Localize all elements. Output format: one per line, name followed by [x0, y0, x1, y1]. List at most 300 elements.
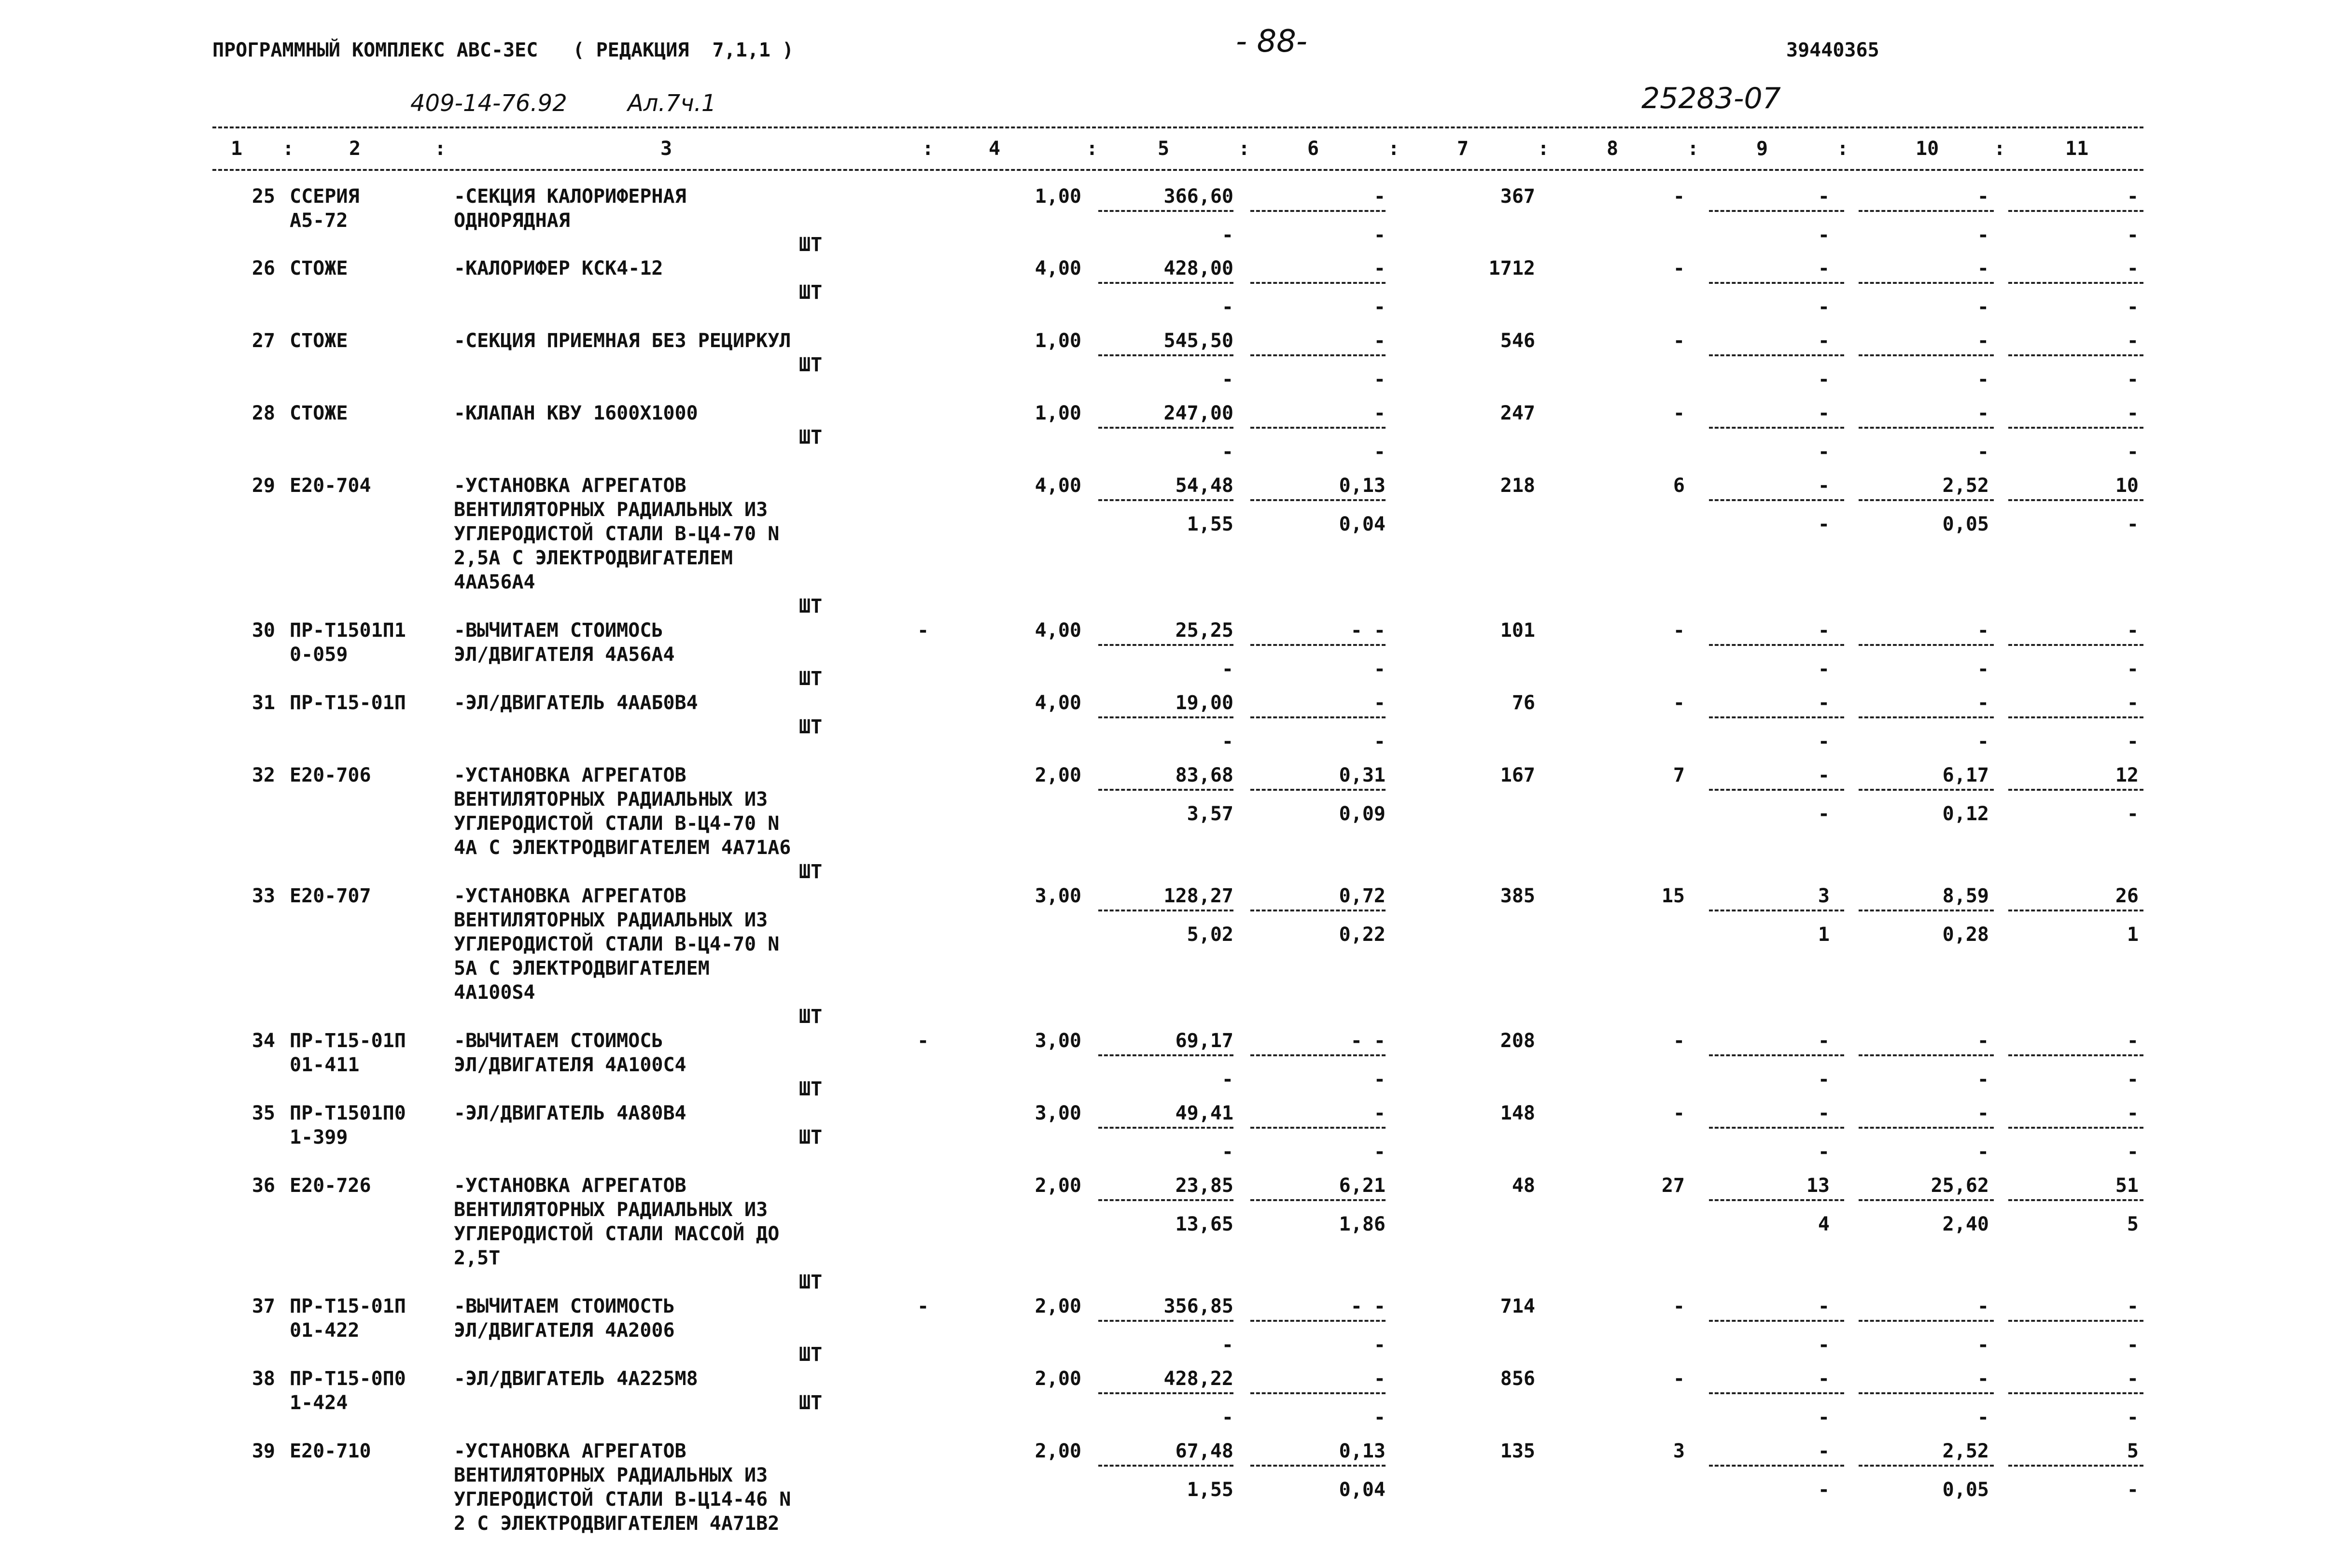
cell-underline [1709, 282, 1844, 284]
row-number: 29 [252, 475, 275, 497]
cell-col6: - [1373, 185, 1386, 208]
row-code: ПР-Т1501П0 [290, 1102, 406, 1124]
cell-col9: - [1818, 1295, 1830, 1317]
column-header-11: 11 [2065, 138, 2089, 160]
cell-col9-sub: - [1818, 1068, 1830, 1091]
cell-underline [1098, 910, 1233, 911]
row-unit: ШТ [799, 1006, 823, 1028]
cell-price-sub: 13,65 [1175, 1213, 1233, 1235]
cell-quantity: 4,00 [1035, 475, 1081, 497]
cell-underline [1250, 1465, 1386, 1467]
cell-col6-sub: 0,04 [1339, 1479, 1386, 1501]
cell-col10-sub: 0,12 [1942, 803, 1989, 825]
cell-col9: - [1818, 475, 1830, 497]
cell-price: 356,85 [1163, 1295, 1233, 1317]
cell-col8: - [1673, 330, 1685, 352]
cell-underline [1859, 1320, 1994, 1322]
row-unit: ШТ [799, 426, 823, 448]
cell-col10: 2,52 [1942, 1440, 1989, 1462]
row-name: ВЕНТИЛЯТОРНЫХ РАДИАЛЬНЫХ ИЗ [454, 1464, 768, 1486]
cell-col10-sub: - [1977, 224, 1989, 246]
row-unit: ШТ [799, 1344, 823, 1366]
cell-quantity: 3,00 [1035, 1030, 1081, 1052]
cell-col11-sub: - [2127, 730, 2139, 753]
cell-col10: - [1977, 402, 1989, 424]
column-separator: : [1086, 138, 1098, 160]
cell-col11-sub: - [2127, 296, 2139, 318]
cell-underline [1250, 716, 1386, 718]
cell-col9-sub: 4 [1818, 1213, 1830, 1235]
cell-price-sub: - [1221, 224, 1233, 246]
cell-underline [1098, 1465, 1233, 1467]
row-name: -УСТАНОВКА АГРЕГАТОВ [454, 885, 686, 907]
cell-col6-sub: - [1373, 1334, 1386, 1356]
row-name: ВЕНТИЛЯТОРНЫХ РАДИАЛЬНЫХ ИЗ [454, 909, 768, 931]
cell-col9-sub: - [1818, 730, 1830, 753]
row-number: 31 [252, 692, 275, 714]
row-name: -КАЛОРИФЕР КСК4-12 [454, 257, 663, 280]
cell-col9-sub: - [1818, 441, 1830, 463]
cell-underline [2008, 1392, 2143, 1394]
cell-col10-sub: - [1977, 1406, 1989, 1428]
cell-underline [2008, 1199, 2143, 1201]
cell-col6: 0,72 [1339, 885, 1386, 907]
row-number: 37 [252, 1295, 275, 1317]
cell-col6-sub: 0,04 [1339, 513, 1386, 535]
cell-underline [2008, 282, 2143, 284]
cell-price: 19,00 [1175, 692, 1233, 714]
cell-underline [1709, 789, 1844, 791]
cell-price-sub: - [1221, 1068, 1233, 1091]
row-minus: - [917, 619, 929, 642]
cell-underline [1709, 644, 1844, 646]
cell-underline [2008, 1320, 2143, 1322]
row-name: ЭЛ/ДВИГАТЕЛЯ 4А100С4 [454, 1054, 686, 1076]
cell-quantity: 2,00 [1035, 1440, 1081, 1462]
cell-col11-sub: - [2127, 803, 2139, 825]
cell-col10-sub: - [1977, 658, 1989, 680]
cell-col9: - [1818, 764, 1830, 786]
reference-left: 409-14-76.92 [410, 90, 567, 117]
header-rule-bottom [212, 169, 2143, 171]
cell-underline [2008, 210, 2143, 212]
cell-quantity: 2,00 [1035, 1175, 1081, 1197]
cell-underline [1709, 1320, 1844, 1322]
cell-underline [1250, 210, 1386, 212]
column-header-7: 7 [1457, 138, 1469, 160]
cell-col6-sub: - [1373, 1406, 1386, 1428]
cell-col10-sub: - [1977, 368, 1989, 391]
cell-col10: - [1977, 619, 1989, 642]
cell-col9: - [1818, 1030, 1830, 1052]
cell-col11-sub: - [2127, 441, 2139, 463]
cell-quantity: 4,00 [1035, 257, 1081, 280]
cell-col6: 0,31 [1339, 764, 1386, 786]
cell-col11: 51 [2115, 1175, 2139, 1197]
row-name: ВЕНТИЛЯТОРНЫХ РАДИАЛЬНЫХ ИЗ [454, 788, 768, 811]
row-name: -ВЫЧИТАЕМ СТОИМОСЬ [454, 619, 663, 642]
cell-col9-sub: - [1818, 803, 1830, 825]
cell-col10-sub: - [1977, 296, 1989, 318]
column-separator: : [1994, 138, 2006, 160]
cell-col9-sub: - [1818, 368, 1830, 391]
row-code: Е20-707 [290, 885, 371, 907]
cell-underline [1250, 789, 1386, 791]
cell-underline [1859, 910, 1994, 911]
row-number: 25 [252, 185, 275, 208]
row-number: 39 [252, 1440, 275, 1462]
cell-price-sub: - [1221, 1334, 1233, 1356]
cell-col10-sub: - [1977, 730, 1989, 753]
cell-total: 48 [1512, 1175, 1535, 1197]
cell-underline [2008, 716, 2143, 718]
row-name: -УСТАНОВКА АГРЕГАТОВ [454, 764, 686, 786]
cell-underline [1098, 1054, 1233, 1056]
row-code: 1-399 [290, 1126, 348, 1148]
row-name: ЭЛ/ДВИГАТЕЛЯ 4А2006 [454, 1319, 675, 1342]
cell-underline [1859, 1392, 1994, 1394]
row-number: 30 [252, 619, 275, 642]
cell-col11: - [2127, 330, 2139, 352]
cell-underline [1250, 644, 1386, 646]
cell-col9: - [1818, 402, 1830, 424]
cell-underline [1098, 210, 1233, 212]
cell-underline [1098, 644, 1233, 646]
cell-col11: - [2127, 257, 2139, 280]
cell-price: 366,60 [1163, 185, 1233, 208]
cell-total: 546 [1500, 330, 1535, 352]
row-name: -УСТАНОВКА АГРЕГАТОВ [454, 475, 686, 497]
cell-price: 128,27 [1163, 885, 1233, 907]
cell-underline [1250, 1392, 1386, 1394]
cell-col8: - [1673, 619, 1685, 642]
cell-quantity: 1,00 [1035, 185, 1081, 208]
cell-col8: - [1673, 1102, 1685, 1124]
cell-col10-sub: 2,40 [1942, 1213, 1989, 1235]
cell-underline [1709, 1465, 1844, 1467]
cell-col11-sub: - [2127, 1406, 2139, 1428]
cell-col9-sub: - [1818, 296, 1830, 318]
cell-col10-sub: - [1977, 1068, 1989, 1091]
cell-col9-sub: - [1818, 1334, 1830, 1356]
row-number: 26 [252, 257, 275, 280]
cell-quantity: 1,00 [1035, 330, 1081, 352]
cell-price-sub: - [1221, 441, 1233, 463]
row-name: УГЛЕРОДИСТОЙ СТАЛИ В-Ц4-70 N [454, 933, 780, 955]
cell-col6: - [1373, 692, 1386, 714]
cell-col9-sub: - [1818, 658, 1830, 680]
cell-col9: - [1818, 619, 1830, 642]
cell-price-sub: - [1221, 368, 1233, 391]
row-code: Е20-726 [290, 1175, 371, 1197]
cell-price-sub: 1,55 [1187, 1479, 1233, 1501]
cell-col10: - [1977, 692, 1989, 714]
cell-col8: 6 [1673, 475, 1685, 497]
cell-underline [1709, 1054, 1844, 1056]
row-name: -КЛАПАН КВУ 1600Х1000 [454, 402, 698, 424]
cell-col10-sub: - [1977, 1334, 1989, 1356]
cell-underline [1709, 1392, 1844, 1394]
row-unit: ШТ [799, 234, 823, 256]
cell-total: 167 [1500, 764, 1535, 786]
cell-col11-sub: 1 [2127, 924, 2139, 946]
cell-underline [1250, 910, 1386, 911]
cell-price: 83,68 [1175, 764, 1233, 786]
cell-col11: 12 [2115, 764, 2139, 786]
row-code: ПР-Т15-01П [290, 1030, 406, 1052]
cell-quantity: 2,00 [1035, 764, 1081, 786]
cell-price: 49,41 [1175, 1102, 1233, 1124]
row-name: ЭЛ/ДВИГАТЕЛЯ 4А56А4 [454, 644, 675, 666]
cell-quantity: 3,00 [1035, 1102, 1081, 1124]
row-name: ВЕНТИЛЯТОРНЫХ РАДИАЛЬНЫХ ИЗ [454, 499, 768, 521]
cell-underline [1709, 910, 1844, 911]
cell-col11-sub: - [2127, 368, 2139, 391]
row-number: 34 [252, 1030, 275, 1052]
cell-price: 54,48 [1175, 475, 1233, 497]
cell-col6-sub: - [1373, 730, 1386, 753]
cell-underline [1098, 1392, 1233, 1394]
cell-price-sub: 1,55 [1187, 513, 1233, 535]
cell-col11: - [2127, 402, 2139, 424]
row-code: ПР-Т15-01П [290, 692, 406, 714]
cell-col9-sub: - [1818, 513, 1830, 535]
cell-quantity: 4,00 [1035, 692, 1081, 714]
cell-col6-sub: 1,86 [1339, 1213, 1386, 1235]
cell-underline [1098, 354, 1233, 356]
cell-col8: - [1673, 1030, 1685, 1052]
row-name: УГЛЕРОДИСТОЙ СТАЛИ МАССОЙ ДО [454, 1223, 780, 1245]
row-unit: ШТ [799, 668, 823, 690]
cell-col11: - [2127, 1102, 2139, 1124]
cell-col8: 3 [1673, 1440, 1685, 1462]
cell-underline [1250, 499, 1386, 501]
cell-underline [1859, 1127, 1994, 1129]
cell-price: 247,00 [1163, 402, 1233, 424]
row-code: ССЕРИЯ [290, 185, 360, 208]
cell-col6: - - [1350, 1295, 1386, 1317]
cell-total: 148 [1500, 1102, 1535, 1124]
cell-underline [1859, 499, 1994, 501]
cell-total: 714 [1500, 1295, 1535, 1317]
cell-col9: - [1818, 692, 1830, 714]
cell-col6-sub: - [1373, 658, 1386, 680]
row-number: 33 [252, 885, 275, 907]
cell-total: 101 [1500, 619, 1535, 642]
cell-underline [2008, 427, 2143, 429]
cell-col6: - - [1350, 619, 1386, 642]
cell-col9: - [1818, 257, 1830, 280]
cell-price: 428,22 [1163, 1368, 1233, 1390]
cell-underline [1859, 644, 1994, 646]
column-separator: : [1538, 138, 1550, 160]
cell-total: 856 [1500, 1368, 1535, 1390]
row-name: 2,5Т [454, 1247, 501, 1269]
cell-col9: - [1818, 1102, 1830, 1124]
row-name: УГЛЕРОДИСТОЙ СТАЛИ В-Ц14-46 N [454, 1488, 791, 1511]
cell-col9: - [1818, 185, 1830, 208]
row-code: 0-059 [290, 644, 348, 666]
cell-col10: - [1977, 1295, 1989, 1317]
row-code: ПР-Т15-01П [290, 1295, 406, 1317]
row-name: УГЛЕРОДИСТОЙ СТАЛИ В-Ц4-70 N [454, 812, 780, 835]
cell-col11-sub: 5 [2127, 1213, 2139, 1235]
cell-col9-sub: - [1818, 1406, 1830, 1428]
cell-underline [1709, 1199, 1844, 1201]
column-separator: : [282, 138, 294, 160]
cell-underline [1709, 427, 1844, 429]
cell-underline [1098, 789, 1233, 791]
row-unit: ШТ [799, 716, 823, 738]
column-separator: : [1687, 138, 1699, 160]
cell-total: 76 [1512, 692, 1535, 714]
cell-price: 545,50 [1163, 330, 1233, 352]
cell-col8: 7 [1673, 764, 1685, 786]
cell-col9: 13 [1806, 1175, 1830, 1197]
row-unit: ШТ [799, 1271, 823, 1293]
row-name: 2,5А С ЭЛЕКТРОДВИГАТЕЛЕМ [454, 547, 733, 569]
cell-col11: - [2127, 1368, 2139, 1390]
row-unit: ШТ [799, 1078, 823, 1100]
cell-underline [1098, 499, 1233, 501]
cell-col8: - [1673, 185, 1685, 208]
cell-col9-sub: 1 [1818, 924, 1830, 946]
row-unit: ШТ [799, 1392, 823, 1414]
column-header-5: 5 [1158, 138, 1170, 160]
cell-col6-sub: - [1373, 1068, 1386, 1091]
row-name: 2 С ЭЛЕКТРОДВИГАТЕЛЕМ 4А71В2 [454, 1512, 780, 1535]
row-number: 28 [252, 402, 275, 424]
cell-col11-sub: - [2127, 1141, 2139, 1163]
cell-col11: - [2127, 1295, 2139, 1317]
cell-col6-sub: - [1373, 296, 1386, 318]
cell-underline [1098, 1199, 1233, 1201]
page-number: - 88- [1236, 24, 1307, 59]
column-header-1: 1 [231, 138, 243, 160]
row-name: 5А С ЭЛЕКТРОДВИГАТЕЛЕМ [454, 957, 710, 980]
row-name: ОДНОРЯДНАЯ [454, 210, 570, 232]
column-separator: : [1388, 138, 1400, 160]
cell-underline [1859, 210, 1994, 212]
cell-underline [1098, 1127, 1233, 1129]
cell-col11: - [2127, 185, 2139, 208]
cell-col9: - [1818, 1440, 1830, 1462]
cell-col8: - [1673, 402, 1685, 424]
row-number: 27 [252, 330, 275, 352]
cell-col11-sub: - [2127, 224, 2139, 246]
cell-col10-sub: - [1977, 441, 1989, 463]
cell-col11: - [2127, 692, 2139, 714]
cell-col8: - [1673, 1295, 1685, 1317]
cell-underline [2008, 354, 2143, 356]
row-code: ПР-Т15-0П0 [290, 1368, 406, 1390]
cell-total: 218 [1500, 475, 1535, 497]
cell-underline [1709, 210, 1844, 212]
cell-col9-sub: - [1818, 1479, 1830, 1501]
cell-underline [1859, 716, 1994, 718]
cell-underline [2008, 1054, 2143, 1056]
cell-underline [2008, 1465, 2143, 1467]
row-code: Е20-710 [290, 1440, 371, 1462]
cell-col10: 8,59 [1942, 885, 1989, 907]
row-name: -ЭЛ/ДВИГАТЕЛЬ 4А80В4 [454, 1102, 686, 1124]
column-separator: : [1837, 138, 1849, 160]
cell-col10: 2,52 [1942, 475, 1989, 497]
row-code: Е20-706 [290, 764, 371, 786]
row-unit: ШТ [799, 861, 823, 883]
cell-price-sub: - [1221, 658, 1233, 680]
cell-col10: - [1977, 257, 1989, 280]
row-code: 1-424 [290, 1392, 348, 1414]
cell-col8: - [1673, 1368, 1685, 1390]
column-separator: : [1238, 138, 1250, 160]
cell-col10: - [1977, 1102, 1989, 1124]
cell-col10: - [1977, 330, 1989, 352]
header-rule-top [212, 126, 2143, 128]
cell-col11: - [2127, 619, 2139, 642]
cell-col11: 10 [2115, 475, 2139, 497]
column-header-3: 3 [660, 138, 672, 160]
cell-underline [1250, 354, 1386, 356]
cell-quantity: 1,00 [1035, 402, 1081, 424]
cell-col11: 5 [2127, 1440, 2139, 1462]
row-minus: - [917, 1030, 929, 1052]
cell-col10-sub: - [1977, 1141, 1989, 1163]
row-name: -УСТАНОВКА АГРЕГАТОВ [454, 1440, 686, 1462]
cell-col6-sub: - [1373, 368, 1386, 391]
cell-quantity: 3,00 [1035, 885, 1081, 907]
cell-col6-sub: - [1373, 224, 1386, 246]
reference-album: Ал.7ч.1 [628, 90, 716, 117]
cell-col10: - [1977, 1368, 1989, 1390]
cell-underline [1859, 282, 1994, 284]
row-name: 4А100S4 [454, 981, 535, 1004]
cell-underline [2008, 499, 2143, 501]
row-code: Е20-704 [290, 475, 371, 497]
cell-col6-sub: 0,09 [1339, 803, 1386, 825]
cell-col6-sub: - [1373, 441, 1386, 463]
cell-underline [1709, 354, 1844, 356]
cell-underline [1250, 1127, 1386, 1129]
column-separator: : [434, 138, 447, 160]
cell-col9-sub: - [1818, 1141, 1830, 1163]
cell-col6: - [1373, 257, 1386, 280]
row-name: 4АА56А4 [454, 571, 535, 593]
cell-col9-sub: - [1818, 224, 1830, 246]
reference-right: 25283-07 [1641, 82, 1781, 115]
cell-col10: - [1977, 1030, 1989, 1052]
row-name: УГЛЕРОДИСТОЙ СТАЛИ В-Ц4-70 N [454, 523, 780, 545]
cell-underline [1859, 427, 1994, 429]
row-number: 35 [252, 1102, 275, 1124]
cell-col8: 27 [1661, 1175, 1685, 1197]
cell-total: 1712 [1488, 257, 1535, 280]
row-code: ПР-Т1501П1 [290, 619, 406, 642]
program-title: ПРОГРАММНЫЙ КОМПЛЕКС АВС-ЗЕС ( РЕДАКЦИЯ 7,1,1 ) [212, 39, 794, 61]
cell-col11: - [2127, 1030, 2139, 1052]
column-separator: : [922, 138, 934, 160]
cell-col6: 0,13 [1339, 475, 1386, 497]
cell-underline [1859, 789, 1994, 791]
cell-price: 69,17 [1175, 1030, 1233, 1052]
cell-col6: 0,13 [1339, 1440, 1386, 1462]
cell-underline [1098, 427, 1233, 429]
cell-col10: - [1977, 185, 1989, 208]
cell-price-sub: 5,02 [1187, 924, 1233, 946]
row-name: 4А С ЭЛЕКТРОДВИГАТЕЛЕМ 4А71А6 [454, 837, 791, 859]
cell-price: 67,48 [1175, 1440, 1233, 1462]
cell-underline [1709, 499, 1844, 501]
